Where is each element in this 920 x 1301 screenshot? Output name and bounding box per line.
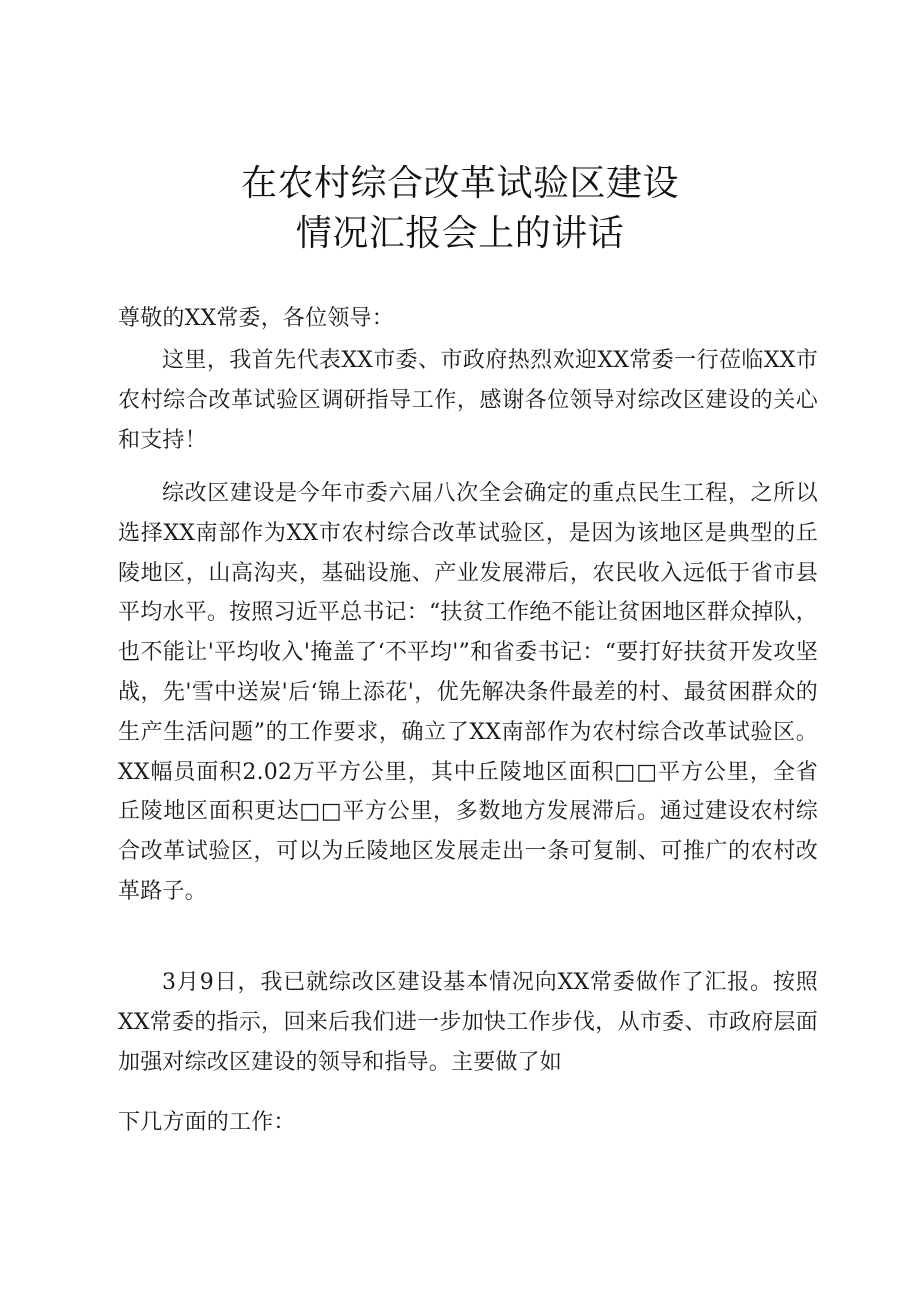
document-title-line-2: 情况汇报会上的讲话: [295, 213, 625, 254]
document-title-line-1: 在农村综合改革试验区建设: [240, 163, 679, 204]
salutation: 尊敬的XX常委，各位领导：: [118, 306, 394, 331]
paragraph-progress: 3月9日，我已就综改区建设基本情况向XX常委做作了汇报。按照XX常委的指示，回来后我们进一步加快工作步伐，从市委、市政府层面加强对综改区建设的领导和指导。主要做了如: [118, 970, 818, 1075]
paragraph-continuation: 下几方面的工作：: [118, 1110, 296, 1135]
paragraph-background: 综改区建设是今年市委六届八次全会确定的重点民生工程，之所以选择XX南部作为XX市农村综合改革试验区，是因为该地区是典型的丘陵地区，山高沟夹，基础设施、产业发展滞后，农民收入远低于省市县平均水平。按照习近平总书记：“扶贫工作绝不能让贫困地区群众掉队，也不能让'平均收入'掩盖了‘不平均'”和省委书记：“要打好扶贫开发攻坚战，先'雪中送炭'后‘锦上添花'，优先解决条件最差的村、最贫困群众的生产生活问题”的工作要求，确立了XX南部作为农村综合改革试验区。XX幅员面积2.02万平方公里，其中丘陵地区面积□□平方公里，全省丘陵地区面积更达□□平方公里，多数地方发展滞后。通过建设农村综合改革试验区，可以为丘陵地区发展走出一条可复制、可推广的农村改革路子。: [118, 481, 818, 904]
paragraph-welcome: 这里，我首先代表XX市委、市政府热烈欢迎XX常委一行莅临XX市农村综合改革试验区调研指导工作，感谢各位领导对综改区建设的关心和支持！: [118, 348, 818, 453]
